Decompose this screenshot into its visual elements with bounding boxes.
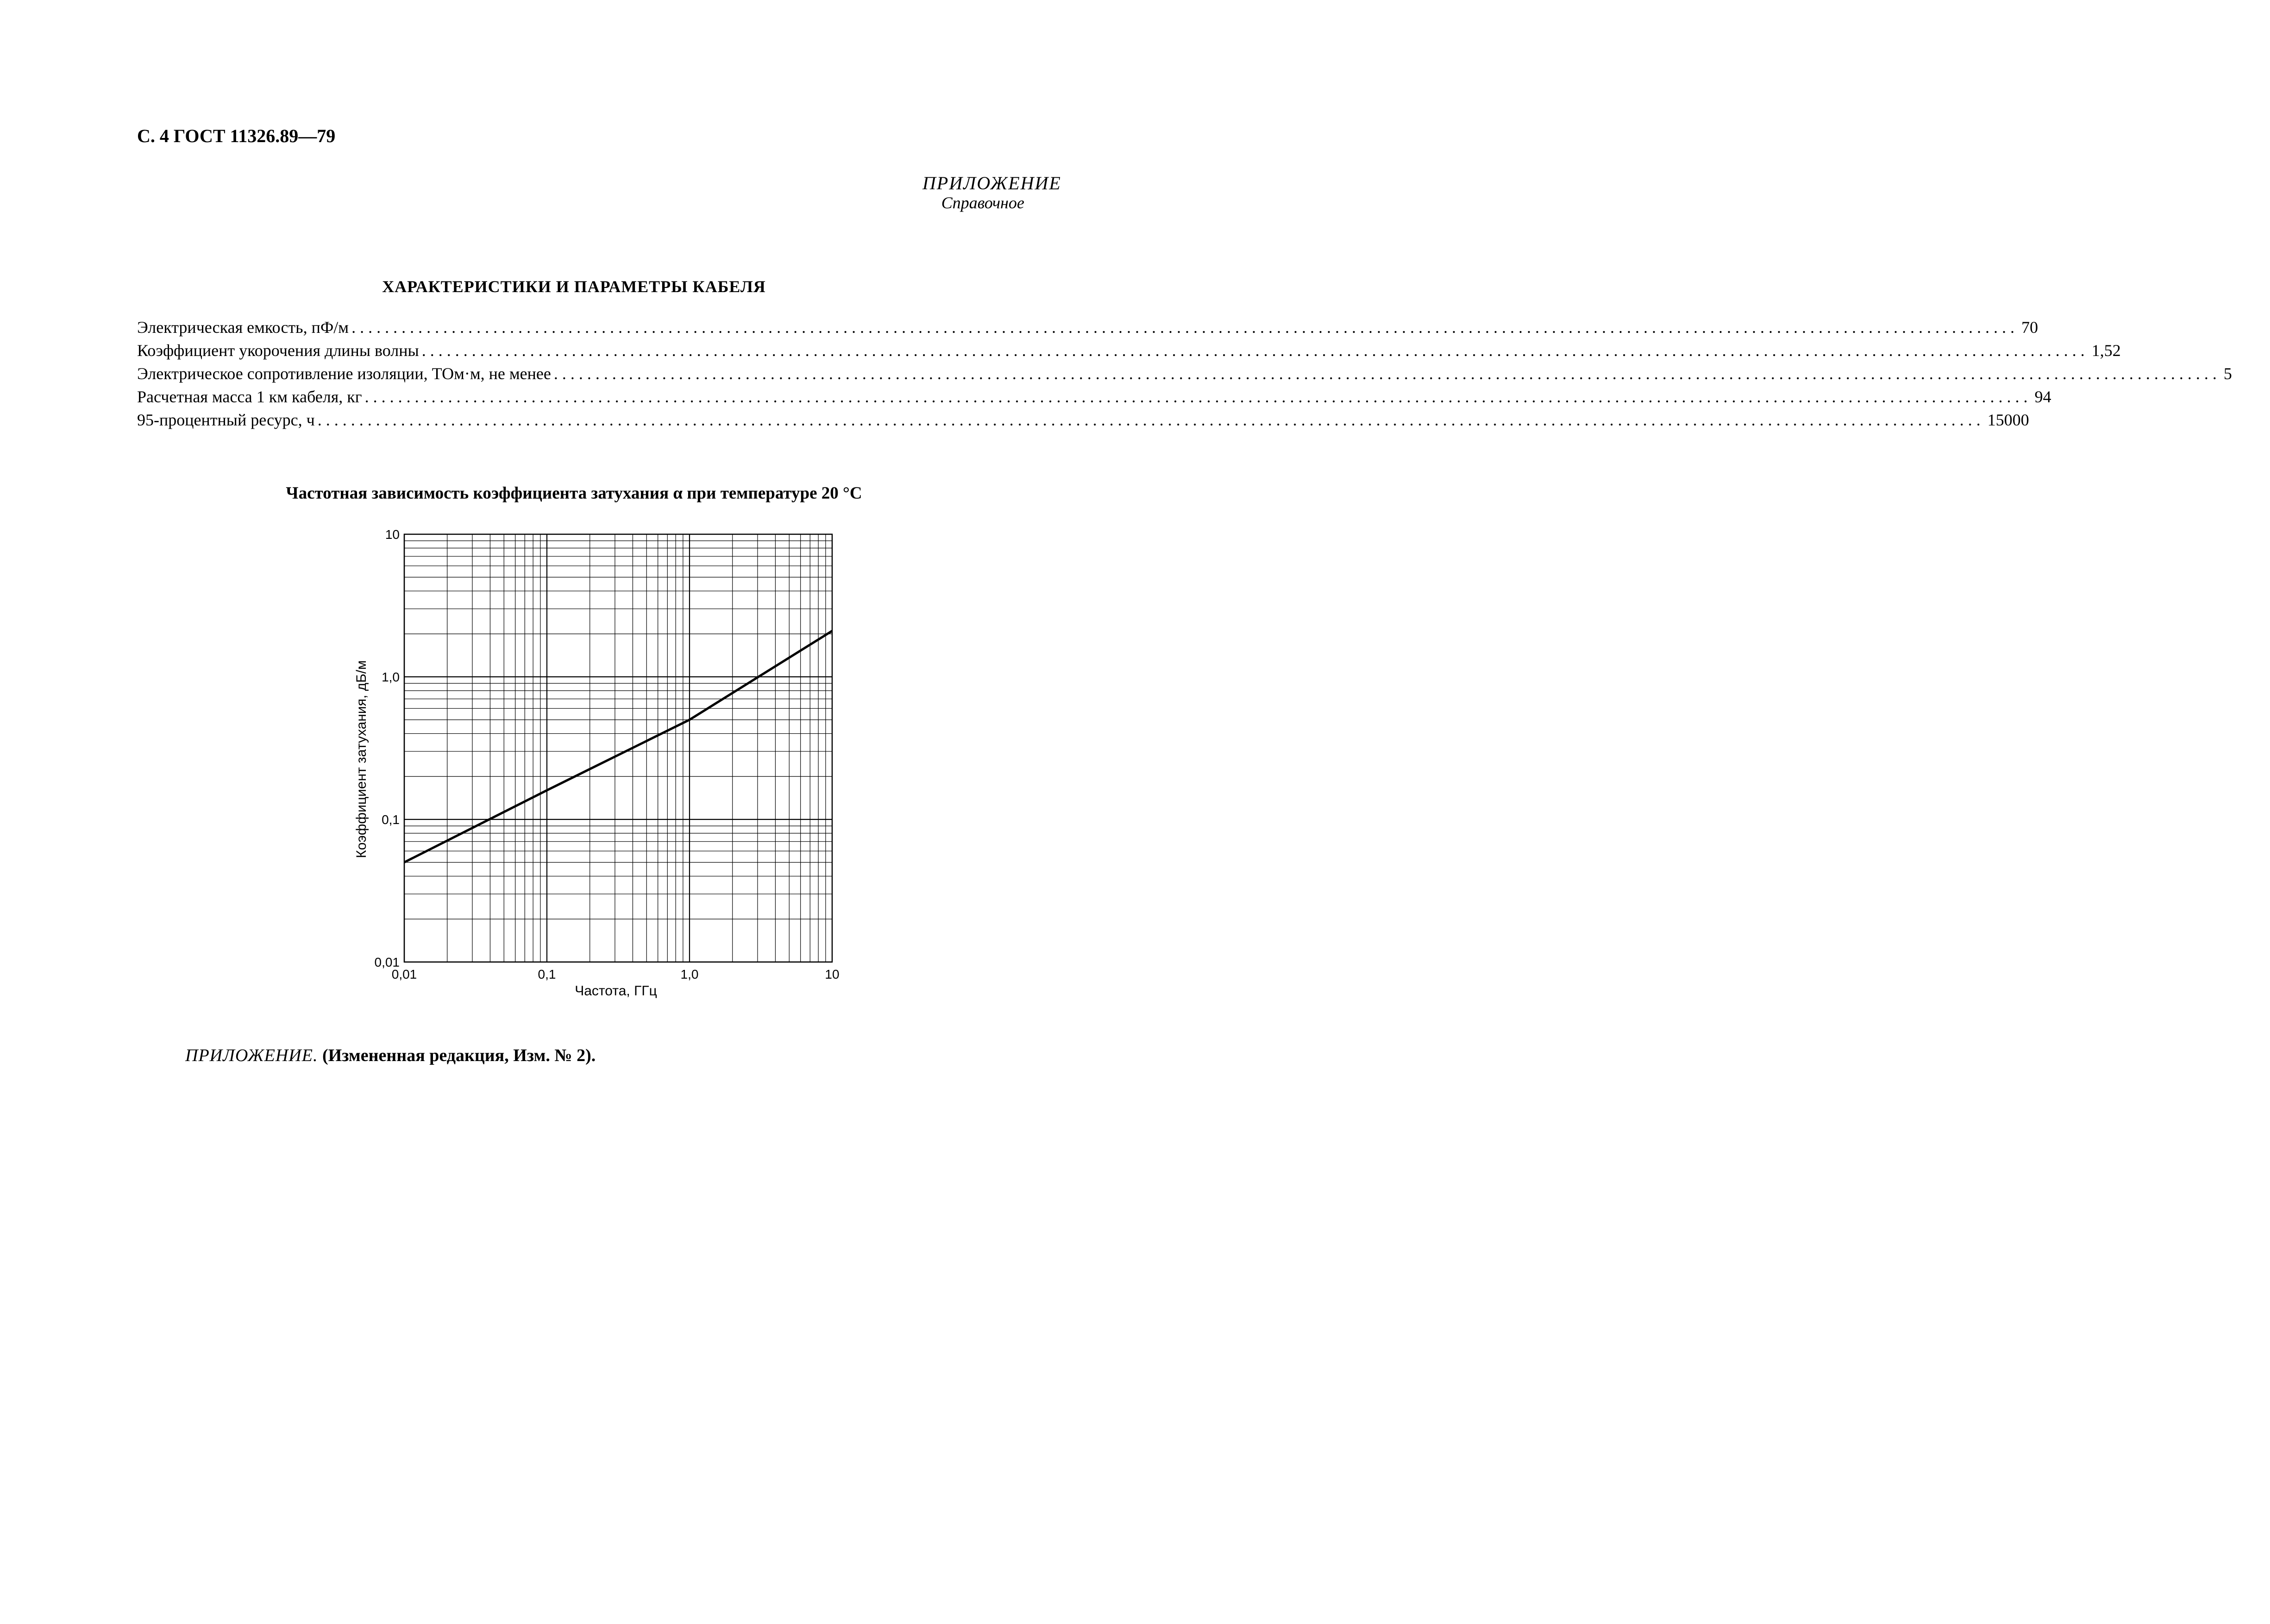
appendix-subtitle: Справочное — [941, 194, 1024, 212]
parameter-name: Расчетная масса 1 км кабеля, кг — [137, 387, 362, 406]
y-tick-label: 10 — [385, 527, 400, 542]
parameter-name: 95-процентный ресурс, ч — [137, 411, 315, 429]
parameter-row — [137, 362, 2232, 385]
dot-leader: ........................................................................................................................................................................................................ — [317, 411, 1985, 429]
parameter-value: 70 — [2021, 318, 2038, 337]
x-tick-label: 10 — [825, 967, 840, 981]
chart-lines — [404, 631, 832, 862]
y-tick-label: 0,01 — [374, 955, 400, 969]
footer-appendix-label: ПРИЛОЖЕНИЕ. — [185, 1046, 318, 1065]
plot-frame — [404, 534, 832, 962]
chart-labels — [354, 527, 840, 999]
attenuation-curve — [404, 631, 832, 862]
parameter-row — [137, 408, 2029, 431]
attenuation-chart — [324, 518, 857, 1030]
x-tick-label: 0,01 — [391, 967, 417, 981]
parameter-name: Электрическое сопротивление изоляции, ТОм·м, не менее — [137, 364, 551, 383]
x-tick-label: 0,1 — [538, 967, 556, 981]
footer-edit-note: (Измененная редакция, Изм. № 2). — [322, 1046, 596, 1065]
dot-leader: ........................................................................................................................................................................................................ — [553, 364, 2221, 383]
y-tick-label: 0,1 — [382, 812, 400, 827]
appendix-block — [922, 174, 1061, 211]
parameter-row — [137, 339, 2121, 362]
parameter-value: 15000 — [1987, 411, 2029, 429]
parameter-value: 94 — [2034, 387, 2051, 406]
chart-svg — [324, 518, 857, 1028]
parameter-name: Коэффициент укорочения длины волны — [137, 341, 419, 360]
chart-title: Частотная зависимость коэффициента затухания α при температуре 20 °С — [286, 484, 862, 503]
appendix-label: ПРИЛОЖЕНИЕ — [922, 173, 1061, 194]
y-axis-label: Коэффициент затухания, дБ/м — [354, 660, 369, 858]
section-title: ХАРАКТЕРИСТИКИ И ПАРАМЕТРЫ КАБЕЛЯ — [382, 277, 766, 296]
y-tick-label: 1,0 — [382, 670, 400, 684]
parameter-value: 5 — [2223, 364, 2232, 383]
parameters-list — [137, 316, 2232, 431]
chart-grid — [404, 534, 832, 962]
parameter-value: 1,52 — [2091, 341, 2121, 360]
footer-note — [185, 1045, 596, 1066]
dot-leader: ........................................................................................................................................................................................................ — [421, 341, 2089, 360]
parameter-name: Электрическая емкость, пФ/м — [137, 318, 349, 337]
dot-leader: ........................................................................................................................................................................................................ — [364, 387, 2032, 406]
dot-leader: ........................................................................................................................................................................................................ — [351, 318, 2019, 337]
running-head: С. 4 ГОСТ 11326.89—79 — [137, 125, 336, 146]
x-tick-label: 1,0 — [680, 967, 699, 981]
parameter-row — [137, 385, 2051, 408]
parameter-row — [137, 316, 2038, 339]
x-axis-label: Частота, ГГц — [575, 983, 657, 999]
